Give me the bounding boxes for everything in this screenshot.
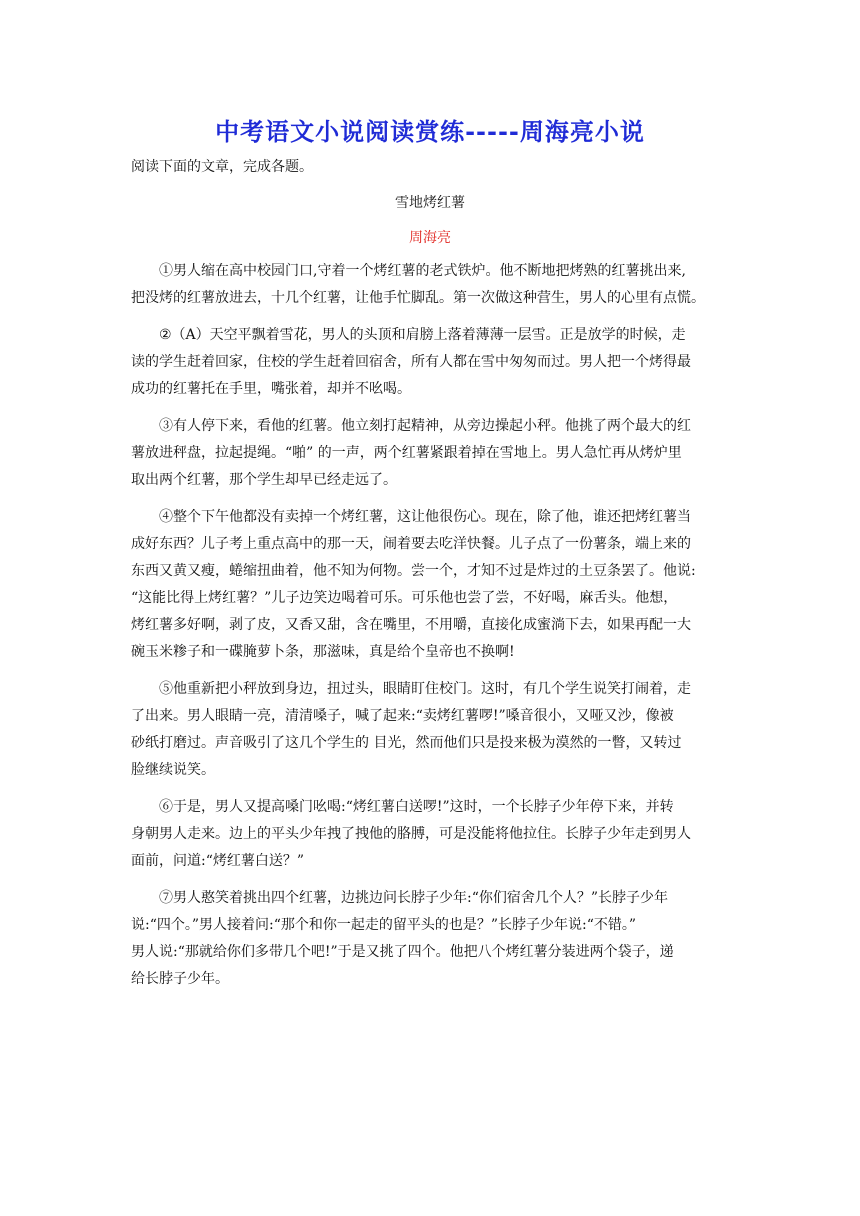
paragraph-line: 薯放进秤盘，拉起提绳。“啪” 的一声，两个红薯紧跟着掉在雪地上。男人急忙再从烤炉里	[131, 445, 682, 461]
paragraph-line: 男人说:“那就给你们多带几个吧!”于是又挑了四个。他把八个烤红薯分装进两个袋子，递	[131, 944, 674, 960]
story-title: 雪地烤红薯	[395, 195, 465, 211]
paragraph-line: ③有人停下来，看他的红薯。他立刻打起精神，从旁边操起小秤。他挑了两个最大的红	[159, 418, 691, 434]
story-body	[131, 258, 731, 1003]
story-paragraph	[131, 676, 731, 784]
paragraph-line: 东西又黄又瘦，蜷缩扭曲着，他不知为何物。尝一个，才知不过是炸过的土豆条罢了。他说:	[131, 563, 696, 579]
document-title: 中考语文小说阅读赏练-----周海亮小说	[215, 118, 645, 146]
story-paragraph	[131, 504, 731, 666]
paragraph-line: 碗玉米糁子和一碟腌萝卜条，那滋味，真是给个皇帝也不换啊!	[131, 644, 515, 660]
paragraph-line: 读的学生赶着回家，住校的学生赶着回宿舍，所有人都在雪中匆匆而过。男人把一个烤得最	[131, 354, 691, 370]
paragraph-line: ②（A）天空平飘着雪花，男人的头顶和肩膀上落着薄薄一层雪。正是放学的时候，走	[159, 327, 686, 343]
story-paragraph	[131, 885, 731, 993]
story-paragraph	[131, 322, 731, 403]
paragraph-line: ⑤他重新把小秤放到身边，扭过头，眼睛盯住校门。这时，有几个学生说笑打闹着，走	[159, 681, 691, 697]
story-author: 周海亮	[409, 230, 451, 246]
story-paragraph	[131, 413, 731, 494]
paragraph-line: ④整个下午他都没有卖掉一个烤红薯，这让他很伤心。现在，除了他，谁还把烤红薯当	[159, 509, 691, 525]
paragraph-line: 成好东西？儿子考上重点高中的那一天，闹着要去吃洋快餐。儿子点了一份薯条，端上来的	[131, 536, 691, 552]
paragraph-line: 了出来。男人眼睛一亮，清清嗓子，喊了起来:“卖烤红薯啰!”嗓音很小，又哑又沙，像被	[131, 708, 674, 724]
paragraph-line: “这能比得上烤红薯？”儿子边笑边喝着可乐。可乐他也尝了尝，不好喝，麻舌头。他想，	[131, 590, 678, 606]
paragraph-line: ⑦男人憨笑着挑出四个红薯，边挑边问长脖子少年:“你们宿舍几个人？”长脖子少年	[159, 890, 669, 906]
paragraph-line: ⑥于是，男人又提高嗓门吆喝:“烤红薯白送啰!”这时，一个长脖子少年停下来，并转	[159, 799, 674, 815]
paragraph-line: 面前，问道:“烤红薯白送？”	[131, 853, 305, 869]
story-paragraph	[131, 258, 731, 312]
paragraph-line: 说:“四个。”男人接着问:“那个和你一起走的留平头的也是？”长脖子少年说:“不错。”	[131, 917, 637, 933]
reading-instruction: 阅读下面的文章，完成各题。	[131, 159, 313, 175]
paragraph-line: 烤红薯多好啊，剥了皮，又香又甜，含在嘴里，不用嚼，直接化成蜜淌下去，如果再配一大	[131, 617, 691, 633]
paragraph-line: 把没烤的红薯放进去，十几个红薯，让他手忙脚乱。第一次做这种营生，男人的心里有点慌。	[131, 290, 705, 306]
paragraph-line: 给长脖子少年。	[131, 971, 229, 987]
story-paragraph	[131, 794, 731, 875]
paragraph-line: 成功的红薯托在手里，嘴张着，却并不吆喝。	[131, 381, 411, 397]
paragraph-line: 砂纸打磨过。声音吸引了这几个学生的 目光，然而他们只是投来极为漠然的一瞥，又转过	[131, 735, 682, 751]
paragraph-line: 脸继续说笑。	[131, 762, 215, 778]
paragraph-line: 身朝男人走来。边上的平头少年拽了拽他的胳膊，可是没能将他拉住。长脖子少年走到男人	[131, 826, 691, 842]
paragraph-line: ①男人缩在高中校园门口,守着一个烤红薯的老式铁炉。他不断地把烤熟的红薯挑出来,	[159, 263, 686, 279]
paragraph-line: 取出两个红薯，那个学生却早已经走远了。	[131, 472, 397, 488]
